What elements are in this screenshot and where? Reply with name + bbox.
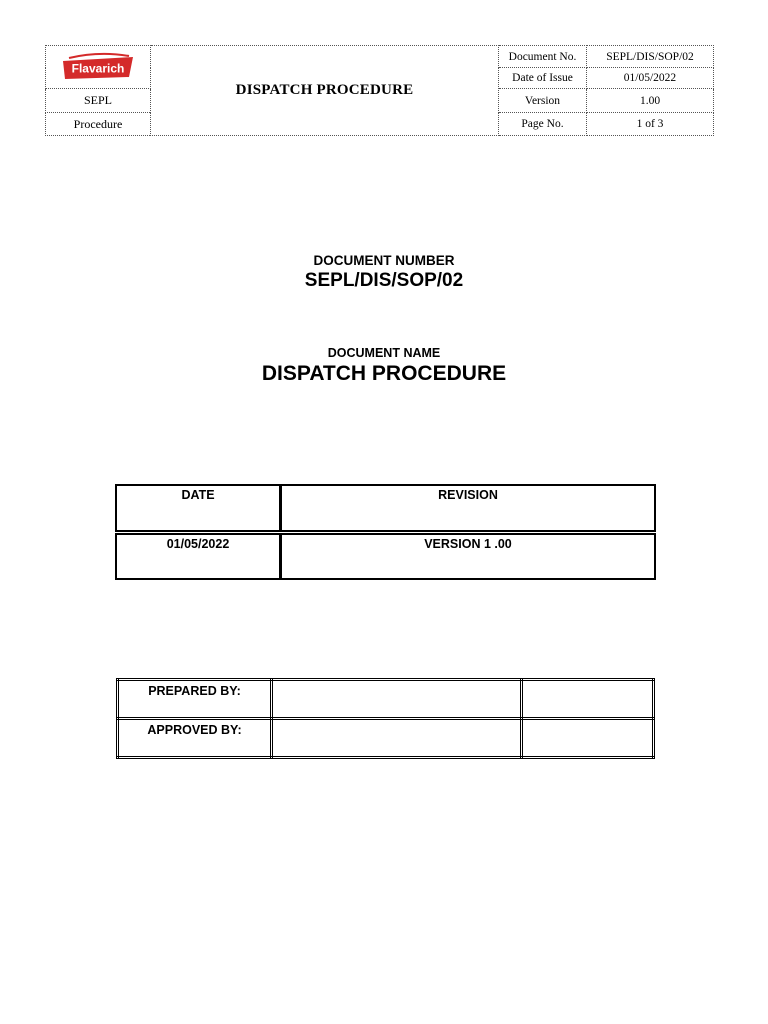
doc-no-value: SEPL/DIS/SOP/02 bbox=[587, 46, 714, 68]
revision-header-date: DATE bbox=[116, 485, 281, 533]
revision-table bbox=[115, 484, 656, 580]
revision-cell-date: 01/05/2022 bbox=[116, 532, 281, 580]
approved-by-label: APPROVED BY: bbox=[118, 719, 272, 758]
document-header-table bbox=[45, 45, 714, 136]
document-number-label: DOCUMENT NUMBER bbox=[313, 253, 455, 268]
doc-type-cell: Procedure bbox=[46, 113, 151, 136]
company-cell: SEPL bbox=[46, 89, 151, 113]
approved-by-sign-field[interactable] bbox=[522, 719, 654, 758]
flavarich-logo bbox=[59, 52, 137, 82]
approved-by-name-field[interactable] bbox=[272, 719, 522, 758]
document-name-block bbox=[0, 346, 768, 386]
prepared-by-sign-field[interactable] bbox=[522, 680, 654, 719]
signoff-table bbox=[116, 678, 655, 759]
document-name-value: DISPATCH PROCEDURE bbox=[261, 362, 507, 385]
prepared-by-label: PREPARED BY: bbox=[118, 680, 272, 719]
header-title: DISPATCH PROCEDURE bbox=[151, 46, 499, 136]
version-value: 1.00 bbox=[587, 89, 714, 113]
revision-cell-version: VERSION 1 .00 bbox=[281, 532, 656, 580]
doc-no-label: Document No. bbox=[499, 46, 587, 68]
document-number-value: SEPL/DIS/SOP/02 bbox=[304, 270, 464, 291]
issue-date-label: Date of Issue bbox=[499, 68, 587, 89]
document-name-label: DOCUMENT NAME bbox=[327, 346, 441, 360]
document-number-block bbox=[0, 253, 768, 292]
revision-header-revision: REVISION bbox=[281, 485, 656, 533]
page-no-label: Page No. bbox=[499, 113, 587, 136]
logo-cell bbox=[46, 46, 151, 89]
logo-text: Flavarich bbox=[71, 61, 125, 76]
page-no-value: 1 of 3 bbox=[587, 113, 714, 136]
issue-date-value: 01/05/2022 bbox=[587, 68, 714, 89]
prepared-by-name-field[interactable] bbox=[272, 680, 522, 719]
version-label: Version bbox=[499, 89, 587, 113]
